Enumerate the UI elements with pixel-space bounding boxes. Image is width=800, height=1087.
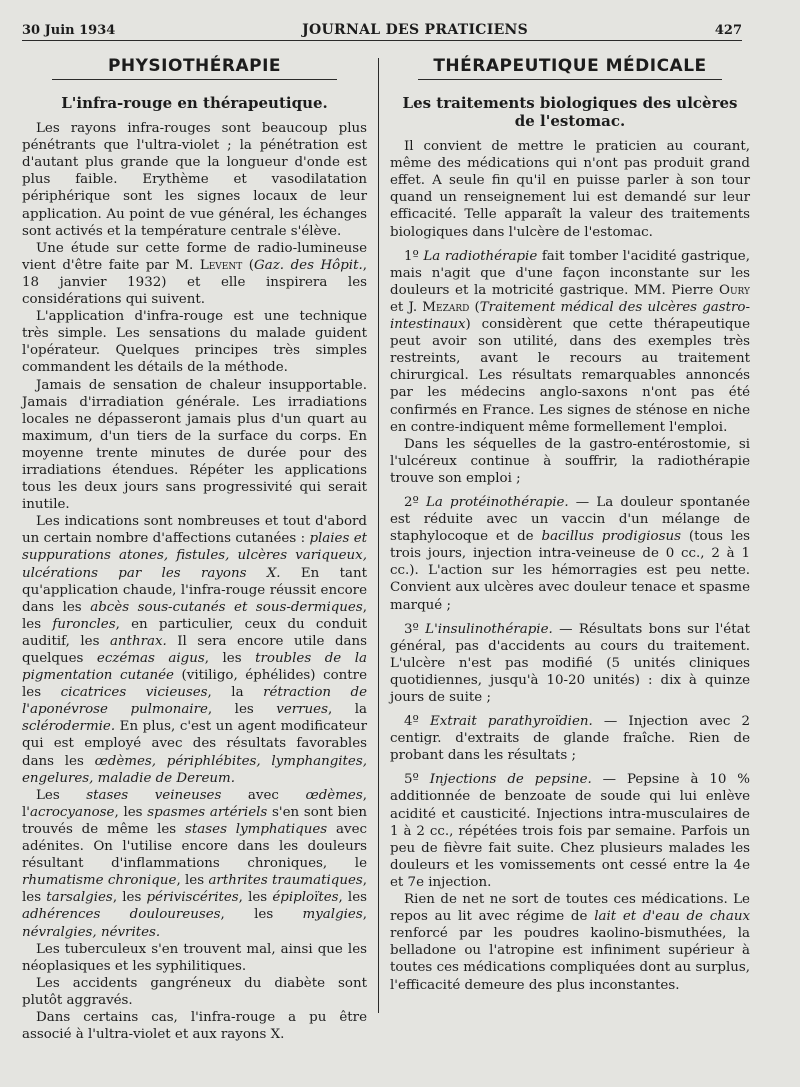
italic-term: eczémas aigus	[96, 651, 205, 666]
text-run: Rien de net ne sort de toutes ces médications. Le repos au lit avec régime de	[390, 892, 750, 925]
text-run: renforcé par les poudres kaolino-bismuthées, la belladone ou l'atropine est infiniment supérieur à toutes ces médications compliquées dont au surplus, l'efficacité demeure des plus inconstantes.	[390, 926, 750, 993]
text-run: Il sera encore utile dans quelques	[22, 633, 367, 666]
section-heading-physiotherapie: PHYSIOTHÉRAPIE	[52, 54, 337, 80]
italic-term: rhumatisme chronique	[22, 873, 177, 889]
column-divider	[378, 58, 379, 1013]
text-run: — La douleur spontanée est réduite avec un vaccin d'un mélange de staphylocoque et de	[390, 494, 750, 545]
italic-term: acrocyanose	[29, 804, 115, 820]
text-run: , la	[327, 702, 368, 718]
text-run: , la	[207, 685, 264, 701]
italic-term: lait et d'eau de chaux	[594, 909, 751, 925]
journal-title: JOURNAL DES PRATICIENS	[302, 22, 529, 38]
text-run: , les	[22, 873, 368, 906]
journal-reference: Gaz. des Hôpit.	[254, 257, 363, 273]
page-number: 427	[714, 23, 742, 38]
paragraph	[390, 248, 750, 436]
text-run: avec	[221, 787, 306, 803]
text-run: , les	[220, 907, 303, 923]
paragraph: Les rayons infra-rouges sont beaucoup plus pénétrants que l'ultra-violet ; la pénétration est d'autant plus grande que la longueur d'onde est plus faible. Erythème et vasodilatation périphérique sont les signes locaux de leur application. Au point de vue général, les échanges sont activés et la température centrale s'élève.	[22, 121, 367, 239]
item-number: 1º	[404, 248, 424, 264]
text-run: ,	[362, 907, 367, 923]
paragraph: Les tuberculeux s'en trouvent mal, ainsi que les néoplasiques et les syphilitiques.	[22, 941, 367, 974]
italic-term: Extrait parathyroïdien.	[429, 714, 593, 730]
italic-term: troubles de la pigmentation cutanée	[22, 651, 367, 684]
item-number: 3º	[404, 621, 426, 637]
text-run: (tous les trois jours, injection intra-veineuse de 0 cc., 2 à 1 cc.). L'action sur les hémorragies est peu nette. Convient aux ulcères avec douleur tenace et spasme marqué ;	[390, 529, 750, 613]
italic-term: Injections de pepsine.	[429, 772, 592, 788]
italic-term: spasmes artériels	[147, 804, 268, 820]
text-run: , les	[112, 890, 147, 906]
italic-term: périviscérites	[146, 890, 239, 906]
italic-term: Traitement médical des ulcères gastro-intestinaux	[390, 299, 751, 333]
text-run: (vitiligo, éphélides) contre les	[22, 668, 367, 701]
paragraph: Il convient de mettre le praticien au courant, même des médications qui n'ont pas produit grand effet. A seule fin qu'il en puisse parler à son tour quand un renseignement lui est demandé sur leur efficacité. Telle apparaît la valeur des traitements biologiques dans l'ulcère de l'estomac.	[390, 139, 750, 240]
article-title-ulceres: Les traitements biologiques des ulcères de l'estomac.	[402, 94, 738, 131]
italic-term: œdèmes	[305, 787, 363, 803]
italic-term: L'insulinothérapie.	[425, 621, 553, 637]
text-run: , les	[204, 651, 256, 666]
left-column	[22, 54, 367, 1043]
text-run: et J.	[390, 299, 423, 315]
text-run: , les	[207, 702, 277, 718]
text-run: , les	[114, 804, 148, 820]
author-name: Mezard	[422, 299, 470, 315]
text-run: , les	[238, 890, 273, 906]
paragraph: Dans certains cas, l'infra-rouge a pu être associé à l'ultra-violet et aux rayons X.	[22, 1009, 367, 1043]
italic-term: sclérodermie.	[22, 719, 116, 735]
italic-term: furoncles	[52, 616, 116, 632]
italic-term: verrues	[276, 702, 328, 718]
right-column	[390, 54, 750, 994]
running-header	[22, 14, 742, 41]
italic-term: stases lymphatiques	[185, 821, 328, 837]
paragraph	[390, 891, 750, 994]
text-run: , les	[338, 890, 367, 906]
paragraph	[22, 787, 367, 941]
italic-term: cicatrices vicieuses	[60, 685, 208, 701]
text-run: Les	[36, 787, 87, 803]
issue-date: 30 Juin 1934	[22, 23, 116, 38]
text-run: ) considèrent que cette thérapeutique peut avoir son utilité, dans des exemples très restreints, avant le recours au traitement chirurgical. Les résultats remarquables annoncés par les médecins anglo-saxons n'ont pas été confirmés en France. Les signes de sténose en niche en contre-indiquent même formellement l'emploi.	[390, 317, 750, 435]
author-name: Levent	[199, 257, 243, 273]
italic-term: épiploïtes	[272, 890, 339, 906]
text-run: En tant qu'application chaude, l'infra-rouge réussit encore dans les	[22, 565, 367, 615]
item-number: 4º	[404, 714, 430, 730]
italic-term: La protéinothérapie.	[425, 494, 569, 510]
text-run: , l'	[22, 787, 367, 820]
paragraph: Jamais de sensation de chaleur insupportable. Jamais d'irradiation générale. Les irradiations locales ne dépasseront jamais plus d'un quart au maximum, d'un tiers de la surface du corps. En moyenne trente minutes de durée pour des irradiations étendues. Répéter les applications tous les deux jours sans progressivité qui serait inutile.	[22, 377, 367, 513]
text-run: , les	[22, 599, 367, 632]
italic-term: myalgies	[302, 907, 363, 923]
text-run: (	[469, 299, 480, 315]
item-number: 2º	[404, 494, 426, 510]
paragraph	[22, 513, 367, 787]
italic-term: rétraction de l'aponévrose pulmonaire	[22, 685, 367, 718]
text-run: En plus, c'est un agent modificateur qui est employé avec des résultats favorables dans les	[22, 719, 367, 769]
text-run: Une étude sur cette forme de radio-lumineuse vient d'être faite par M.	[22, 240, 367, 273]
text-run: Les indications sont nombreuses et tout d'abord un certain nombre d'affections cutanées :	[22, 514, 367, 547]
paragraph	[390, 713, 750, 764]
italic-term: tarsalgies	[46, 890, 113, 906]
italic-term: anthrax.	[109, 633, 167, 649]
italic-term: abcès sous-cutanés et sous-dermiques	[90, 599, 363, 615]
italic-term: stases veineuses	[86, 787, 222, 803]
text-run: (	[242, 257, 255, 273]
paragraph	[390, 494, 750, 614]
italic-term: La radiothérapie	[423, 248, 538, 264]
paragraph	[390, 621, 750, 706]
text-run: — Pepsine à 10 % additionnée de benzoate de soude qui lui enlève acidité et causticité. Injections intra-musculaires de 1 à 2 cc., répétées trois fois par semaine. Parfois un peu de fièvre fait suite. Chez plusieurs malades les douleurs et les vomissements ont cessé entre la 4e et 7e injection.	[390, 772, 751, 890]
text-run: , les	[176, 873, 209, 889]
italic-term: névralgies, névrites.	[22, 924, 161, 940]
text-run: , en particulier, ceux du conduit auditif, les	[22, 616, 367, 649]
paragraph: Les accidents gangréneux du diabète sont plutôt aggravés.	[22, 975, 367, 1008]
author-name: Oury	[718, 282, 750, 298]
text-run: — Résultats bons sur l'état général, pas d'accidents au cours du traitement. L'ulcère n'est pas modifié (5 unités cliniques quotidiennes, jusqu'à 10-20 unités) : dix à quinze jours de suite ;	[390, 621, 750, 705]
italic-term: plaies et suppurations atones, fistules, ulcères variqueux, ulcérations par les rayons X.	[22, 531, 368, 581]
paragraph: L'application d'infra-rouge est une technique très simple. Les sensations du malade guident l'opérateur. Quelques principes très simples commandent les détails de la méthode.	[22, 309, 367, 376]
text-run: fait tomber l'acidité gastrique, mais n'agit que d'une façon inconstante sur les douleurs et la motricité gastrique. MM. Pierre	[390, 248, 750, 298]
text-run: , 18 janvier 1932) et elle inspirera les considérations qui suivent.	[22, 257, 367, 308]
italic-term: bacillus prodigiosus	[541, 529, 681, 545]
text-run: — Injection avec 2 centigr. d'extraits de glande fraîche. Rien de probant dans les résultats ;	[390, 714, 751, 764]
italic-term: arthrites traumatiques	[208, 873, 363, 889]
italic-term: adhérences douloureuses	[22, 907, 221, 923]
text-run: s'en sont bien trouvés de même les	[22, 804, 367, 837]
article-title-infrarouge: L'infra-rouge en thérapeutique.	[61, 94, 328, 113]
paragraph	[22, 240, 367, 308]
paragraph	[390, 771, 750, 891]
text-run: avec adénites. On l'utilise encore dans les douleurs résultant d'inflammations chroniques, le	[22, 821, 367, 872]
italic-term: œdèmes, périphlébites, lymphangites, engelures, maladie de Dereum.	[22, 753, 367, 786]
section-heading-therapeutique: THÉRAPEUTIQUE MÉDICALE	[418, 54, 722, 80]
paragraph: Dans les séquelles de la gastro-entérostomie, si l'ulcéreux continue à souffrir, la radiothérapie trouve son emploi ;	[390, 436, 750, 486]
item-number: 5º	[404, 772, 430, 788]
